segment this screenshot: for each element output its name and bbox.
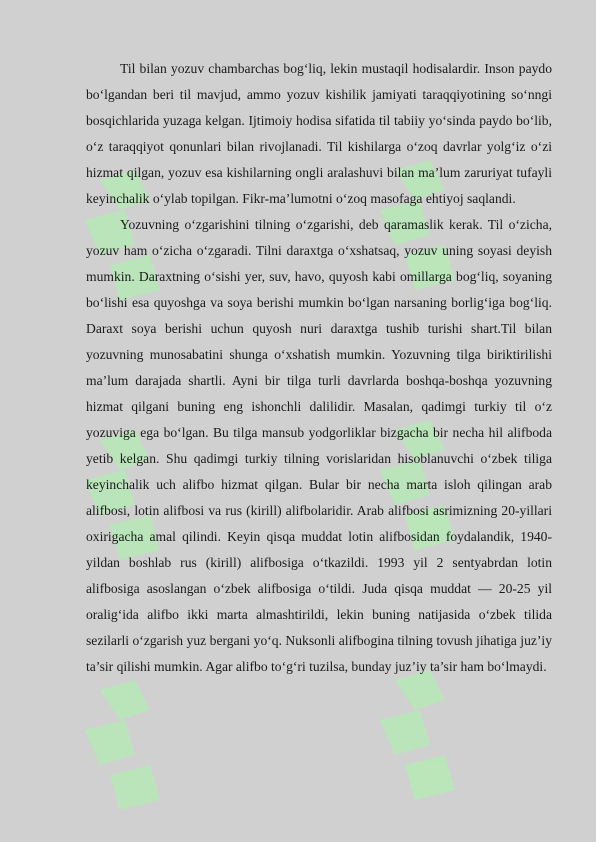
- paragraph: Til bilan yozuv chambarchas bog‘liq, lekin mustaqil hodisalardir. Inson paydo bo‘lgandan beri til mavjud, ammo yozuv kishilik jamiyati taraqqiyotining so‘nngi bosqichlarida yuzaga kelgan. Ijtimoiy hodisa sifatida til tabiiy yo‘sinda paydo bo‘lib, o‘z taraqqiyot qonunlari bilan rivojlanadi. Til kishilarga o‘zoq davrlar yolg‘iz o‘zi hizmat qilgan, yozuv esa kishilarning ongli aralashuvi bilan ma’lum zaruriyat tufayli keyinchalik o‘ylab topilgan. Fikr-ma’lumotni o‘zoq masofaga ehtiyoj saqlandi.: [86, 61, 552, 206]
- body-text: [86, 56, 552, 680]
- paragraph: Yozuvning o‘zgarishini tilning o‘zgarishi, deb qaramaslik kerak. Til o‘zicha, yozuv ham o‘zicha o‘zgaradi. Tilni daraxtga o‘xshatsaq, yozuv uning soyasi deyish mumkin. Daraxtning o‘sishi yer, suv, havo, quyosh kabi omillarga bog‘liq, soyaning bo‘lishi esa quyoshga va soya berishi mumkin bo‘lgan narsaning borlig‘iga bog‘liq. Daraxt soya berishi uchun quyosh nuri daraxtga tushib turishi shart.Til bilan yozuvning munosabatini shunga o‘xshatish mumkin. Yozuvning tilga biriktirilishi ma’lum darajada shartli. Ayni bir tilga turli davrlarda boshqa-boshqa yozuvning hizmat qilgani buning eng ishonchli dalilidir. Masalan, qadimgi turkiy til o‘z yozuviga ega bo‘lgan. Bu tilga mansub yodgorliklar bizgacha bir necha hil alifboda yetib kelgan. Shu qadimgi turkiy tilning vorislaridan hisoblanuvchi o‘zbek tiliga keyinchalik uch alifbo hizmat qilgan. Bular bir necha marta isloh qilingan arab alifbosi, lotin alifbosi va rus (kirill) alifbolaridir. Arab alifbosi asrimizning 20-yillari oxirigacha amal qilindi. Keyin qisqa muddat lotin alifbosidan foydalandik, 1940-yildan boshlab rus (kirill) alifbosiga o‘tkazildi. 1993 yil 2 sentyabrdan lotin alifbosiga asoslangan o‘zbek alifbosiga o‘tildi. Juda qisqa muddat — 20-25 yil oralig‘ida alifbo ikki marta almashtirildi, lekin buning natijasida o‘zbek tilida sezilarli o‘zgarish yuz bergani yo‘q. Nuksonli alifbogina tilning tovush jihatiga juz’iy ta’sir qilishi mumkin. Agar alifbo to‘g‘ri tuzilsa, bunday juz’iy ta’sir ham bo‘lmaydi.: [86, 217, 552, 674]
- leaf-logo-watermark-icon: [80, 680, 170, 830]
- leaf-logo-watermark-icon: [375, 670, 465, 820]
